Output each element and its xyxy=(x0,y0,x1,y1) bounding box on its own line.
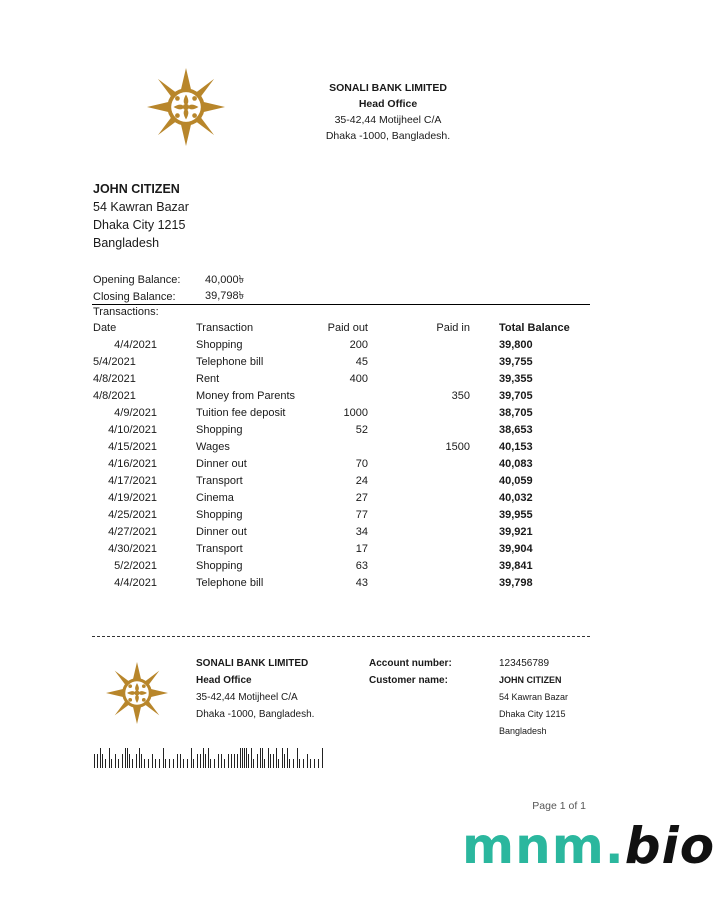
table-row xyxy=(93,576,593,593)
cell-paid-in: 1500 xyxy=(445,441,470,453)
customer-name-label: Customer name: xyxy=(369,675,448,686)
cell-date: 4/10/2021 xyxy=(108,424,157,436)
cell-total-balance: 40,059 xyxy=(499,475,533,487)
cell-paid-out: 400 xyxy=(349,373,368,385)
cell-paid-out: 34 xyxy=(355,526,368,538)
cell-paid-in: 350 xyxy=(451,390,470,402)
footer-bank-info xyxy=(196,655,314,723)
cell-transaction: Money from Parents xyxy=(196,390,296,402)
account-number-label: Account number: xyxy=(369,658,452,669)
cell-date: 4/4/2021 xyxy=(114,339,157,351)
cell-total-balance: 39,355 xyxy=(499,373,533,385)
cell-transaction: Shopping xyxy=(196,339,243,351)
customer-street: 54 Kawran Bazar xyxy=(93,200,189,214)
cell-transaction: Rent xyxy=(196,373,220,385)
cell-date: 4/16/2021 xyxy=(108,458,157,470)
footer-customer-street: 54 Kawran Bazar xyxy=(499,692,569,702)
cell-total-balance: 39,921 xyxy=(499,526,533,538)
table-header-row xyxy=(93,321,593,338)
customer-name: JOHN CITIZEN xyxy=(93,182,180,196)
account-number-value: 123456789 xyxy=(499,658,550,669)
footer-labels xyxy=(369,655,452,689)
cell-date: 5/2/2021 xyxy=(114,560,157,572)
table-row xyxy=(93,525,593,542)
closing-balance-label: Closing Balance: xyxy=(93,290,176,303)
header-total-balance: Total Balance xyxy=(499,322,570,334)
cell-total-balance: 40,153 xyxy=(499,441,533,453)
cell-transaction: Dinner out xyxy=(196,458,247,470)
divider xyxy=(92,304,590,305)
cell-paid-out: 63 xyxy=(355,560,368,572)
footer-bank-name: SONALI BANK LIMITED xyxy=(196,658,309,669)
barcode-icon xyxy=(94,748,326,768)
cell-total-balance: 39,955 xyxy=(499,509,533,521)
tear-off-line xyxy=(92,636,590,637)
cell-total-balance: 38,705 xyxy=(499,407,533,419)
table-row xyxy=(93,338,593,355)
balance-summary xyxy=(93,272,244,305)
cell-paid-out: 43 xyxy=(355,577,368,589)
watermark-part1: mnm. xyxy=(462,817,625,875)
cell-date: 4/9/2021 xyxy=(114,407,157,419)
transactions-caption: Transactions: xyxy=(93,306,159,318)
cell-date: 4/15/2021 xyxy=(108,441,157,453)
cell-total-balance: 40,032 xyxy=(499,492,533,504)
header-date: Date xyxy=(93,322,117,334)
opening-balance-label: Opening Balance: xyxy=(93,274,181,287)
closing-balance-value: 39,798৳ xyxy=(205,290,245,303)
cell-paid-out: 24 xyxy=(355,475,368,487)
cell-total-balance: 39,800 xyxy=(499,339,533,351)
cell-paid-out: 52 xyxy=(355,424,368,436)
cell-transaction: Cinema xyxy=(196,492,234,504)
page-number: Page 1 of 1 xyxy=(532,800,586,812)
cell-transaction: Transport xyxy=(196,475,243,487)
footer-customer-name: JOHN CITIZEN xyxy=(499,675,562,685)
table-row xyxy=(93,474,593,491)
footer-customer-city: Dhaka City 1215 xyxy=(499,709,566,719)
cell-paid-out: 17 xyxy=(355,543,368,555)
table-row xyxy=(93,355,593,372)
bank-name: SONALI BANK LIMITED xyxy=(329,82,447,94)
cell-date: 4/25/2021 xyxy=(108,509,157,521)
customer-address-block xyxy=(93,180,189,252)
cell-total-balance: 39,755 xyxy=(499,356,533,368)
cell-date: 5/4/2021 xyxy=(93,356,136,368)
cell-paid-out: 27 xyxy=(355,492,368,504)
cell-transaction: Wages xyxy=(196,441,230,453)
table-row xyxy=(93,389,593,406)
table-row xyxy=(93,423,593,440)
cell-date: 4/27/2021 xyxy=(108,526,157,538)
table-row xyxy=(93,440,593,457)
footer-bank-logo xyxy=(105,662,169,724)
table-row xyxy=(93,559,593,576)
table-row xyxy=(93,372,593,389)
customer-country: Bangladesh xyxy=(93,236,160,250)
cell-date: 4/4/2021 xyxy=(114,577,157,589)
footer-values xyxy=(499,655,568,740)
cell-paid-out: 45 xyxy=(355,356,368,368)
cell-date: 4/19/2021 xyxy=(108,492,157,504)
header-transaction: Transaction xyxy=(196,322,254,334)
transactions-table xyxy=(93,321,593,593)
cell-total-balance: 40,083 xyxy=(499,458,533,470)
bank-address-line2: Dhaka -1000, Bangladesh. xyxy=(325,130,451,142)
bank-address-line1: 35-42,44 Motijheel C/A xyxy=(334,114,442,126)
cell-date: 4/8/2021 xyxy=(93,390,136,402)
bank-office: Head Office xyxy=(358,98,418,110)
footer-bank-address1: 35-42,44 Motijheel C/A xyxy=(196,692,298,703)
cell-paid-out: 77 xyxy=(355,509,368,521)
cell-total-balance: 39,904 xyxy=(499,543,533,555)
sun-emblem-icon xyxy=(105,662,169,724)
cell-total-balance: 38,653 xyxy=(499,424,533,436)
cell-paid-out: 1000 xyxy=(343,407,368,419)
cell-total-balance: 39,705 xyxy=(499,390,533,402)
bank-header xyxy=(300,80,476,144)
cell-transaction: Shopping xyxy=(196,560,243,572)
cell-date: 4/30/2021 xyxy=(108,543,157,555)
cell-paid-out: 70 xyxy=(355,458,368,470)
cell-transaction: Transport xyxy=(196,543,243,555)
cell-paid-out: 200 xyxy=(349,339,368,351)
table-row xyxy=(93,542,593,559)
cell-transaction: Shopping xyxy=(196,509,243,521)
opening-balance-value: 40,000৳ xyxy=(205,273,245,286)
footer-bank-office: Head Office xyxy=(196,675,252,686)
sun-emblem-icon xyxy=(145,68,227,146)
cell-transaction: Dinner out xyxy=(196,526,247,538)
table-row xyxy=(93,457,593,474)
bank-logo xyxy=(145,68,227,146)
cell-date: 4/17/2021 xyxy=(108,475,157,487)
cell-total-balance: 39,841 xyxy=(499,560,533,572)
table-row xyxy=(93,406,593,423)
customer-city: Dhaka City 1215 xyxy=(93,218,186,232)
cell-date: 4/8/2021 xyxy=(93,373,136,385)
footer-customer-country: Bangladesh xyxy=(499,726,547,736)
cell-total-balance: 39,798 xyxy=(499,577,533,589)
cell-transaction: Telephone bill xyxy=(196,577,264,589)
footer-bank-address2: Dhaka -1000, Bangladesh. xyxy=(196,709,315,720)
watermark-part2: bio xyxy=(624,817,716,875)
cell-transaction: Shopping xyxy=(196,424,243,436)
cell-transaction: Tuition fee deposit xyxy=(196,407,286,419)
table-row xyxy=(93,508,593,525)
watermark-logo xyxy=(462,817,715,875)
header-paid-in: Paid in xyxy=(436,322,470,334)
table-row xyxy=(93,491,593,508)
cell-transaction: Telephone bill xyxy=(196,356,264,368)
header-paid-out: Paid out xyxy=(327,322,368,334)
